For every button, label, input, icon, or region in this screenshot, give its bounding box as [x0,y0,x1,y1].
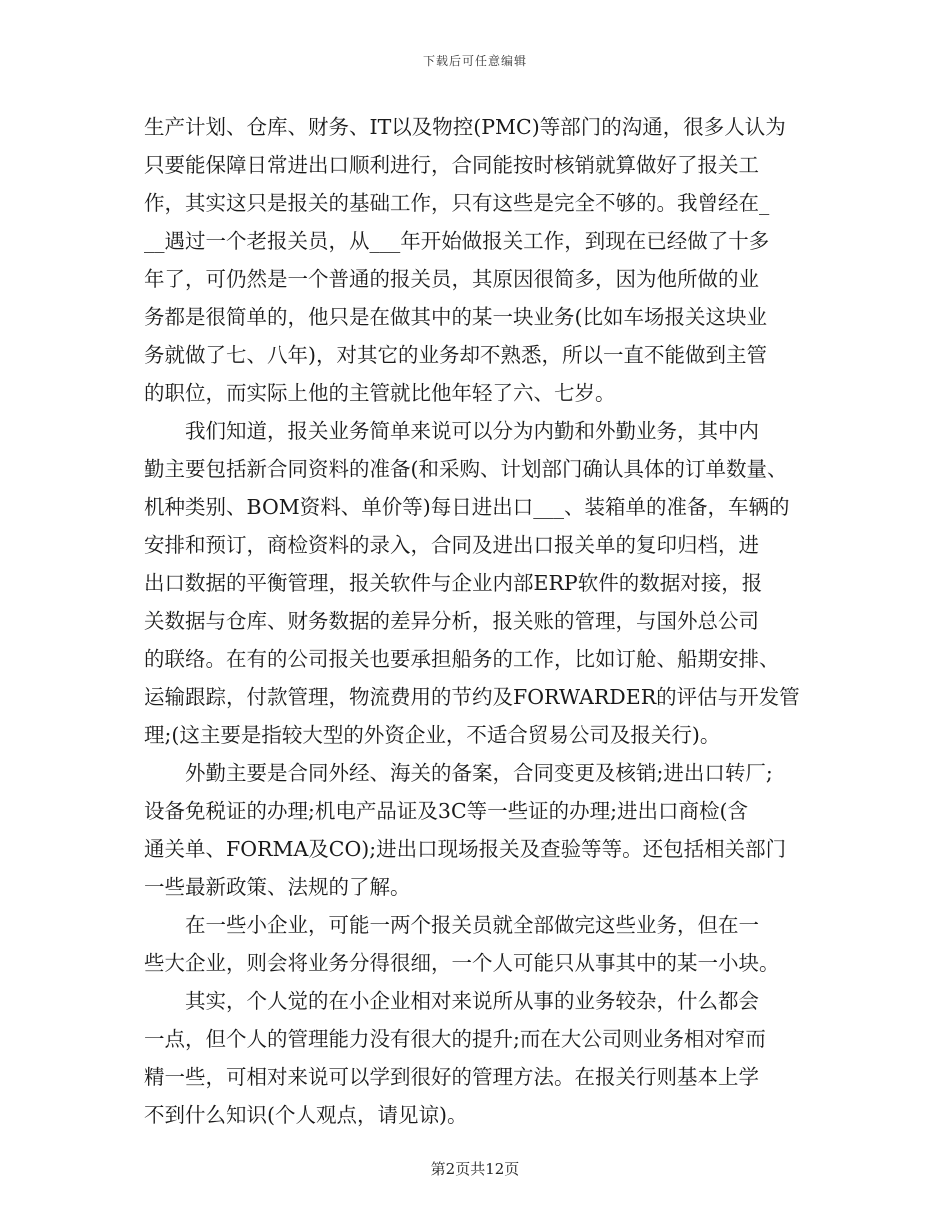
text-line: 理;(这主要是指较大型的外资企业，不适合贸易公司及报关行)。 [144,723,721,747]
text-line: 外勤主要是合同外经、海关的备案，合同变更及核销;进出口转厂; [144,761,773,785]
text-line: 不到什么知识(个人观点，请见谅)。 [144,1103,468,1127]
text-line: 我们知道，报关业务简单来说可以分为内勤和外勤业务，其中内 [144,419,759,443]
text-line: 机种类别、BOM资料、单价等)每日进出口___、装箱单的准备，车辆的 [144,495,790,519]
text-line: 通关单、FORMA及CO);进出口现场报关及查验等等。还包括相关部门 [144,837,787,861]
text-line: 在一些小企业，可能一两个报关员就全部做完这些业务，但在一 [144,913,759,937]
text-line: 务都是很简单的，他只是在做其中的某一块业务(比如车场报关这块业 [144,305,767,329]
text-line: 务就做了七、八年)，对其它的业务却不熟悉，所以一直不能做到主管 [144,343,767,367]
text-line: 安排和预订，商检资料的录入，合同及进出口报关单的复印归档，进 [144,533,759,557]
document-body [144,108,809,1134]
text-line: 一些最新政策、法规的了解。 [144,875,411,899]
text-line: 生产计划、仓库、财务、IT以及物控(PMC)等部门的沟通，很多人认为 [144,115,786,139]
text-line: 关数据与仓库、财务数据的差异分析，报关账的管理，与国外总公司 [144,609,759,633]
text-line: 勤主要包括新合同资料的准备(和采购、计划部门确认具体的订单数量、 [144,457,788,481]
page-header: 下载后可任意编辑 [422,54,527,68]
text-line: 只要能保障日常进出口顺利进行，合同能按时核销就算做好了报关工 [144,153,759,177]
text-line: 的职位，而实际上他的主管就比他年轻了六、七岁。 [144,381,616,405]
text-line: 一点，但个人的管理能力没有很大的提升;而在大公司则业务相对窄而 [144,1027,766,1051]
text-line: 的联络。在有的公司报关也要承担船务的工作，比如订舱、船期安排、 [144,647,780,671]
text-line: 些大企业，则会将业务分得很细，一个人可能只从事其中的某一小块。 [144,951,780,975]
text-line: 设备免税证的办理;机电产品证及3C等一些证的办理;进出口商检(含 [144,799,749,823]
text-line: __遇过一个老报关员，从___年开始做报关工作，到现在已经做了十多 [144,229,770,253]
page-footer: 第2页共12页 [430,1160,520,1178]
text-line: 其实，个人觉的在小企业相对来说所从事的业务较杂，什么都会 [144,989,759,1013]
text-line: 运输跟踪，付款管理，物流费用的节约及FORWARDER的评估与开发管 [144,685,800,709]
text-line: 年了，可仍然是一个普通的报关员，其原因很简多，因为他所做的业 [144,267,759,291]
text-line: 出口数据的平衡管理，报关软件与企业内部ERP软件的数据对接，报 [144,571,763,595]
text-line: 精一些，可相对来说可以学到很好的管理方法。在报关行则基本上学 [144,1065,759,1089]
text-line: 作，其实这只是报关的基础工作，只有这些是完全不够的。我曾经在_ [144,191,770,215]
